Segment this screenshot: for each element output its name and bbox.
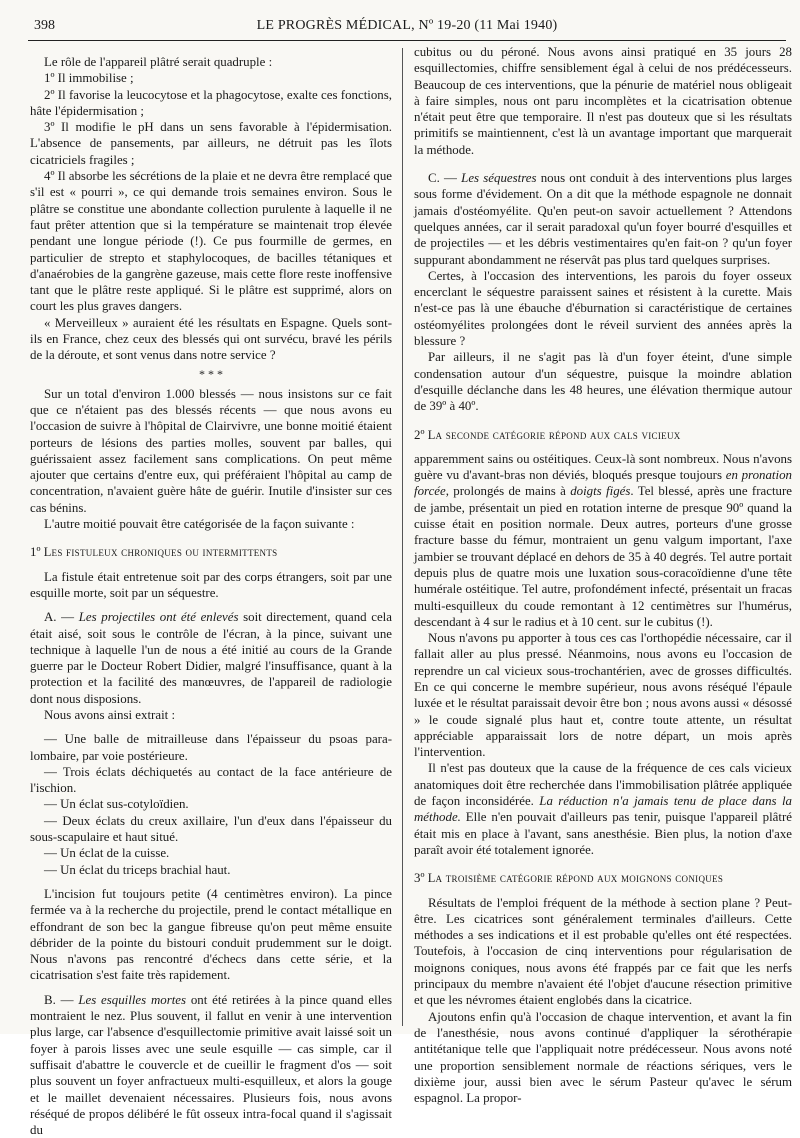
total-paragraph: Sur un total d'environ 1.000 blessés — nous insistons sur ce fait que ce n'étaient pas des blessés récents — que nous avons eu l'occasion de suivre à l'hôpital de Clairvivre, une bonne moitié étaient porteurs de lésions des parties molles, souvent par balles, qui guérissaient assez facilement sans complications. On peut même ajouter que certains d'entre eux, qui préféraient l'hôpital au camp de concentration, n'avaient guère hâte de guérir. Inutile d'insister sur ces cas bénins. — [30, 386, 392, 515]
list-item: 2º Il favorise la leucocytose et la phagocytose, exalte ces fonctions, hâte l'épidermisation ; — [30, 87, 392, 118]
doute-paragraph — [414, 760, 792, 858]
fistule-paragraph: La fistule était entretenue soit par des corps étrangers, soit par une esquille morte, soit par un séquestre. — [30, 569, 392, 600]
paragraph-b — [30, 992, 392, 1138]
section-title: La seconde catégorie répond aux cals vicieux — [427, 427, 681, 442]
certes-paragraph: Certes, à l'occasion des interventions, les parois du foyer osseux encerclant le séquestre paraissent saines et résistent à la curette. Mais n'est-ce pas là une ébauche d'éburnation si caractéristique de certaines ostéomyélites prolongées dont le réveil survient des années après la blessure ? — [414, 268, 792, 349]
italic-phrase: Les séquestres — [461, 171, 537, 186]
extract-item: — Trois éclats déchiquetés au contact de la face antérieure de l'ischion. — [30, 764, 392, 796]
section-heading-1 — [30, 544, 392, 560]
italic-phrase: La réduction n'a jamais tenu de place dans la méthode. — [414, 794, 792, 825]
list-item: 3º Il modifie le pH dans un sens favorable à l'épidermisation. L'absence de pansements, par ailleurs, ne détruit pas les îlots cicatriciels fragiles ; — [30, 120, 392, 167]
section-title: Les fistuleux chroniques ou intermittents — [43, 545, 278, 560]
left-column — [30, 54, 392, 1138]
list-item: 4º Il absorbe les sécrétions de la plaie et ne devra être remplacé que s'il est « pourri », ce qui demande trois semaines environ. Sous le plâtre se constitue une abondante collection purulente à laquelle il ne faut prêter attention que si la température se maintenait trop élevée pendant une longue période (!). Ce pus fourmille de germes, en particulier de strepto et staphylocoques, de bacilles tétaniques et d'anaérobies de la gangrène gazeuse, mais cette flore reste inoffensive tant que le plâtre reste appliqué. Si le plâtre est supprimé, alors on court les plus graves dangers. — [30, 169, 392, 314]
paragraph-text: . Tel blessé, après une fracture de jambe, présentait un pied en rotation interne de presque 90º quand la cuisse était en position normale. Deux autres, porteurs d'une grosse fracture basse du fémur, montraient un genu valgum important, l'axe jambier se trouvant déplacé en dehors de 35 à 40 degrés. Tel autre portait depuis plus de quatre mois une luxation sous-coracoïdienne d'une tête humérale ostéitique. Tel autre, profondément infecté, présentait un fracas multi-esquilleux du coude remontant à 12 centimètres sur l'humérus, descendant à 4 sur le radius et à 10 cent. sur le cubitus (!). — [414, 484, 792, 629]
page-number: 398 — [34, 18, 55, 33]
extract-item: — Un éclat sus-cotyloïdien. — [44, 797, 189, 812]
italic-phrase: Les projectiles ont été enlevés — [78, 610, 239, 625]
paragraph-text: Il n'est pas douteux que la cause de la fréquence de ces cals vicieux anatomiques doit être recherchée dans l'immobilisation plâtrée appliquée de façon inconsidérée. — [414, 761, 792, 809]
paragraph-c — [414, 170, 792, 268]
paragraph-label: A. — — [44, 610, 75, 625]
extracted-paragraph: Nous avons ainsi extrait : — [44, 707, 176, 722]
extract-item: — Un éclat de la cuisse. — [44, 846, 170, 861]
column-divider — [402, 48, 403, 1026]
paragraph-text: apparemment sains ou ostéitiques. Ceux-là sont nombreux. Nous n'avons guère vu d'avant-bras non déviés, bloqués presque toujours — [414, 451, 792, 483]
cals-paragraph — [414, 451, 792, 630]
paragraph-text: Elle n'en pouvait d'ailleurs pas tenir, puisque l'appareil plâtré était mis en place à l'avant, sans anesthésie. Bien plus, la notion d'axe paraît avoir été totalement ignorée. — [414, 810, 792, 857]
moignons-paragraph: Résultats de l'emploi fréquent de la méthode à section plane ? Peut-être. Les cicatrices sont généralement terminales d'ailleurs. Cette méthodes a ses indications et il est probable qu'elles ont été respectées. Toutefois, à l'occasion de cinq interventions pour régularisation de moignons coniques, nous avons été frappés par ce fait que les nerfs principaux du membre n'avaient été l'objet d'aucune résection primitive et que les névromes étaient englobés dans la cicatrice. — [414, 895, 792, 1008]
ortho-paragraph: Nous n'avons pu apporter à tous ces cas l'orthopédie nécessaire, car il fallait aller au plus pressé. Néanmoins, nous avons eu l'occasion de reprendre un cal vicieux sous-trochantérien, avec de grosses difficultés. En ce qui concerne le membre supérieur, nous avons réséqué l'épaule luxée et le résultat paraissait devoir être bon ; nous avons aussi « désossé » le coude signalé plus haut et, contre toute attente, un résultat appréciable apparaissait lors de notre départ, un mois après l'intervention. — [414, 631, 792, 760]
section-title: La troisième catégorie répond aux moignons coniques — [427, 871, 724, 886]
spain-paragraph: « Merveilleux » auraient été les résultats en Espagne. Quels sont-ils en France, chez ceux des blessés qui ont survécu, bravé les périls de la déroute, et sont venus dans notre service ? — [30, 315, 392, 363]
section-number: 3º — [414, 871, 425, 886]
paragraph-text: nous ont conduit à des interventions plus larges sous forme d'évidement. On a dit que la méthode espagnole ne donnait jamais d'ostéomyélite. Qu'en peut-on savoir actuellement ? Attendons quelques années, car il serait paradoxal qu'un foyer bourré d'esquilles et de projectiles — et les débris vestimentaires qu'en fait-on ? qu'un foyer suppurant abondamment ne réservât pas plus tard quelques surprises. — [414, 171, 792, 267]
italic-phrase: en pronation forcée — [414, 468, 792, 499]
incision-paragraph: L'incision fut toujours petite (4 centimètres environ). La pince fermée va à la recherche du projectile, prend le contact métallique en effondrant de son bec la gangue fibreuse qu'on peut même ensuite débrider de la pointe du bistouri conduit prudemment sur le doigt. Nous n'avons pas rencontré d'échecs dans cette série, et la cicatrisation s'est faite très rapidement. — [30, 886, 392, 983]
section-heading-2 — [414, 427, 792, 443]
section-number: 2º — [414, 427, 425, 442]
paragraph-label: B. — — [44, 992, 74, 1007]
running-title: LE PROGRÈS MÉDICAL, Nº 19-20 (11 Mai 1940) — [256, 18, 558, 33]
extract-item: — Un éclat du triceps brachial haut. — [44, 862, 231, 877]
italic-phrase: doigts figés — [570, 484, 631, 499]
ailleurs-paragraph: Par ailleurs, il ne s'agit pas là d'un foyer éteint, d'une simple condensation autour d'un séquestre, puisque la moindre ablation d'esquille déclanche dans les 48 heures, une élévation thermique autour de 39º à 40º. — [414, 350, 792, 414]
continued-paragraph: cubitus ou du péroné. Nous avons ainsi pratiqué en 35 jours 28 esquillectomies, chiffre sensiblement égal à celui de nos prédécesseurs. Beaucoup de ces interventions, que la pénurie de matériel nous obligeait à faire simples, nous ont paru incomplètes et la cicatrisation obtenue n'était peut être que temporaire. Il n'est pas douteux que si les résultats primitifs se maintiennent, c'est là un avantage important que marquerait la méthode. — [414, 45, 792, 157]
page-header — [28, 14, 786, 41]
section-heading-3 — [414, 870, 792, 886]
paragraph-text: , prolongés de mains à — [445, 484, 566, 499]
paragraph-text: soit directement, quand cela était aisé, soit sous le contrôle de l'écran, à la pince, suivant une technique à laquelle l'un de nous a été initié au cours de la Grande guerre par le Docteur Robert Didier, malgré l'insuffisance, quant à la protection et la facilité des manœuvres, de l'appareil de radiologie dont nous disposions. — [30, 610, 392, 706]
intro-paragraph: Le rôle de l'appareil plâtré serait quadruple : — [44, 55, 273, 69]
other-half-paragraph: L'autre moitié pouvait être catégorisée de la façon suivante : — [44, 517, 355, 532]
extract-item: — Deux éclats du creux axillaire, l'un d'eux dans l'épaisseur du sous-scapulaire et haut situé. — [30, 813, 392, 845]
list-item: 1º Il immobilise ; — [44, 71, 134, 86]
paragraph-label: C. — — [428, 171, 457, 186]
section-separator: * * * — [199, 366, 223, 381]
ajoutons-paragraph: Ajoutons enfin qu'à l'occasion de chaque intervention, et avant la fin de l'anesthésie, nous avons continué d'appliquer la sérothérapie antitétanique telle que l'appliquait notre prédécesseur. Nous avons noté une proportion sensiblement normale de réactions sériques, vers le dixième jour, aussi bien avec le sérum Pasteur qu'avec le sérum espagnol. La propor- — [414, 1009, 792, 1106]
right-column — [414, 44, 792, 1106]
paragraph-a — [30, 609, 392, 707]
extract-item: — Une balle de mitrailleuse dans l'épaisseur du psoas para-lombaire, par voie postérieure. — [30, 732, 392, 763]
paragraph-text: ont été retirées à la pince quand elles montraient le nez. Plus souvent, il fallut en venir à une intervention plus large, car l'absence d'esquillectomie primitive avait laissé soit un foyer à parois lisses avec une seule esquille — cas simple, car il suffisait d'abattre le couvercle et de cueillir le fragment d'os — soit plus souvent un foyer anfractueux multi-esquilleux, et alors la gouge et le maillet devenaient nécessaires. Plusieurs fois, nous avons réséqué de propos délibéré le fût osseux intra-focal quand il s'agissait du — [30, 992, 392, 1138]
section-number: 1º — [30, 545, 41, 560]
italic-phrase: Les esquilles mortes — [78, 992, 187, 1007]
